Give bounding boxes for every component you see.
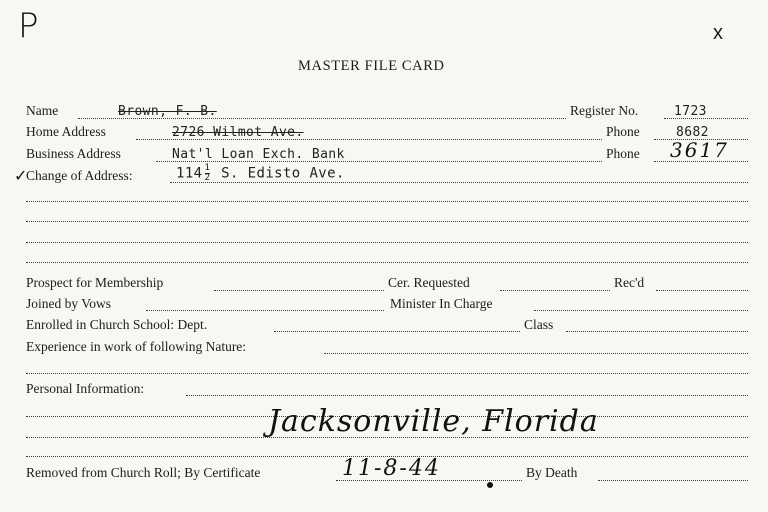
minister-in-charge-line — [534, 310, 748, 311]
change-of-address-fraction — [205, 164, 211, 183]
fraction-numerator: 1 — [204, 163, 211, 173]
name-value: Brown, F. B. — [118, 104, 217, 119]
change-of-address-value — [176, 164, 345, 183]
class-label: Class — [524, 317, 554, 332]
personal-info-line — [186, 395, 748, 396]
enrolled-label: Enrolled in Church School: Dept. — [26, 317, 208, 332]
removed-label: Removed from Church Roll; By Certificate — [26, 465, 261, 480]
by-death-line — [598, 480, 748, 481]
home-address-value: 2726 Wilmot Ave. — [172, 125, 304, 140]
change-of-address-number: 114 — [176, 165, 203, 182]
experience-line — [324, 353, 748, 354]
prospect-label: Prospect for Membership — [26, 275, 164, 290]
blank-line-2 — [26, 221, 748, 222]
change-of-address-checkmark: ✓ — [14, 166, 28, 185]
register-no-label: Register No. — [570, 103, 639, 118]
home-address-label: Home Address — [26, 124, 106, 139]
home-phone-value: 8682 — [676, 125, 709, 140]
name-label: Name — [26, 103, 59, 118]
experience-label: Experience in work of following Nature: — [26, 339, 247, 354]
change-of-address-street: S. Edisto Ave. — [221, 165, 345, 182]
personal-info-label: Personal Information: — [26, 381, 145, 396]
blank-line-4 — [26, 262, 748, 263]
joined-by-vows-label: Joined by Vows — [26, 296, 112, 311]
fraction-denominator: 2 — [204, 173, 211, 183]
business-address-value: Nat'l Loan Exch. Bank — [172, 147, 345, 162]
corner-mark-p: P — [18, 6, 39, 46]
business-phone-label: Phone — [606, 146, 640, 161]
minister-in-charge-label: Minister In Charge — [390, 296, 493, 311]
business-phone-value: 3617 — [670, 138, 729, 162]
by-certificate-value: 11-8-44 — [342, 456, 441, 481]
corner-x-mark: x — [713, 22, 723, 44]
card-title: MASTER FILE CARD — [298, 58, 445, 74]
enrolled-line — [274, 331, 520, 332]
change-of-address-label: Change of Address: — [26, 168, 133, 183]
prospect-line — [214, 290, 384, 291]
business-address-label: Business Address — [26, 146, 121, 161]
blank-line-1 — [26, 201, 748, 202]
personal-info-handwriting: Jacksonville, Florida — [268, 404, 599, 439]
blank-line-3 — [26, 242, 748, 243]
register-no-value: 1723 — [674, 104, 707, 119]
ink-dot — [487, 482, 493, 488]
joined-by-vows-line — [146, 310, 384, 311]
recd-label: Rec'd — [614, 275, 645, 290]
by-death-label: By Death — [526, 465, 578, 480]
cer-requested-line — [500, 290, 610, 291]
recd-line — [656, 290, 748, 291]
home-phone-label: Phone — [606, 124, 640, 139]
blank-line-5 — [26, 373, 748, 374]
cer-requested-label: Cer. Requested — [388, 275, 470, 290]
class-line — [566, 331, 748, 332]
